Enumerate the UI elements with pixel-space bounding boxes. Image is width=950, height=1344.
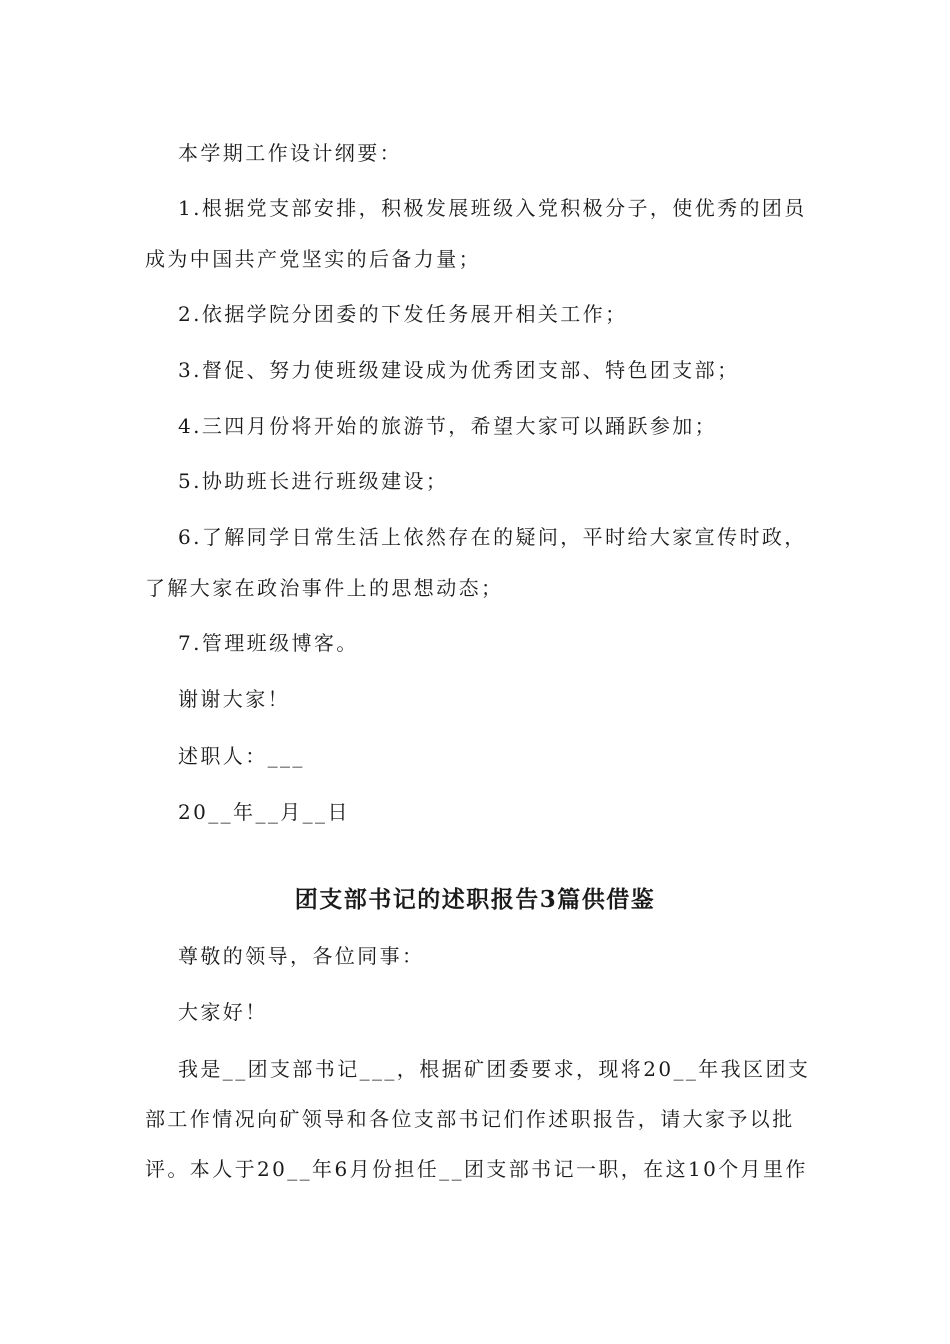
signer-line: 述职人：___ xyxy=(178,744,305,768)
list-item-5: 5.协助班长进行班级建设； xyxy=(178,469,449,493)
list-item-3: 3.督促、努力使班级建设成为优秀团支部、特色团支部； xyxy=(178,358,740,382)
salutation-text: 尊敬的领导，各位同事： xyxy=(178,944,425,968)
body-paragraph-line-2: 部工作情况向矿领导和各位支部书记们作述职报告，请大家予以批 xyxy=(145,1107,795,1131)
report-title: 团支部书记的述职报告3篇供借鉴 xyxy=(294,886,656,913)
thanks-text: 谢谢大家！ xyxy=(178,687,290,711)
body-paragraph-line-3: 评。本人于20__年6月份担任__团支部书记一职，在这10个月里作 xyxy=(145,1157,808,1181)
list-item-6-line-2: 了解大家在政治事件上的思想动态； xyxy=(145,576,504,600)
list-item-6-line-1: 6.了解同学日常生活上依然存在的疑问，平时给大家宣传时政， xyxy=(178,525,807,549)
list-item-1-line-1: 1.根据党支部安排，积极发展班级入党积极分子，使优秀的团员 xyxy=(178,196,807,220)
list-item-4: 4.三四月份将开始的旅游节，希望大家可以踊跃参加； xyxy=(178,414,718,438)
body-paragraph-line-1: 我是__团支部书记___，根据矿团委要求，现将20__年我区团支 xyxy=(178,1057,811,1081)
date-line: 20__年__月__日 xyxy=(178,800,350,824)
work-outline-heading: 本学期工作设计纲要： xyxy=(178,141,402,165)
greeting-text: 大家好！ xyxy=(178,1000,268,1024)
list-item-7: 7.管理班级博客。 xyxy=(178,631,359,655)
list-item-1-line-2: 成为中国共产党坚实的后备力量； xyxy=(145,247,481,271)
list-item-2: 2.依据学院分团委的下发任务展开相关工作； xyxy=(178,302,628,326)
